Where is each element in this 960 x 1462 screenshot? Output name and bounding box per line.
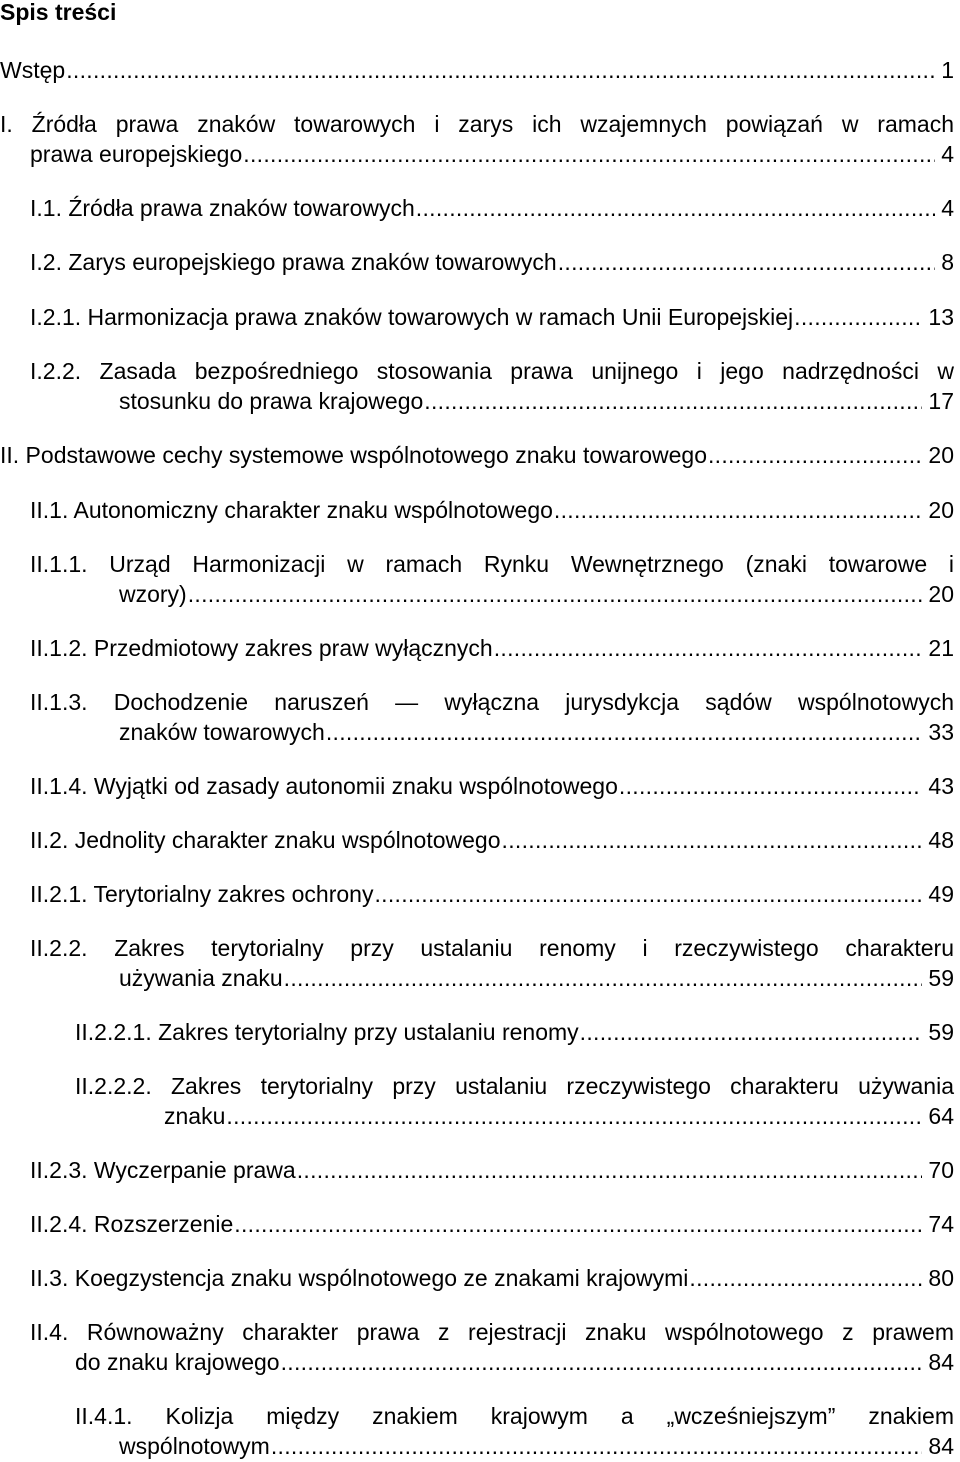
toc-page-number: 59 bbox=[928, 1019, 954, 1045]
toc-entry-title: II.2.3. Wyczerpanie prawa bbox=[30, 1157, 296, 1183]
toc-page-number: 8 bbox=[941, 249, 954, 275]
toc-entry[interactable] bbox=[30, 356, 954, 386]
toc-page-number: 20 bbox=[928, 497, 954, 523]
toc-entry[interactable] bbox=[0, 109, 954, 139]
toc-last-line bbox=[0, 440, 954, 470]
dot-leader bbox=[326, 717, 923, 747]
toc-entry-title: I. Źródła prawa znaków towarowych i zarys ich wzajemnych powiązań w ramach bbox=[0, 111, 954, 137]
toc-entry-title: używania znaku bbox=[119, 965, 283, 991]
toc-entry-title: znaku bbox=[164, 1103, 226, 1129]
toc-entry-title: II.4.1. Kolizja między znakiem krajowym a „wcześniejszym” znakiem bbox=[75, 1403, 954, 1429]
dot-leader bbox=[708, 440, 922, 470]
toc-entry[interactable] bbox=[30, 247, 954, 277]
toc-entry-title: II.3. Koegzystencja znaku wspólnotowego ze znakami krajowymi bbox=[30, 1265, 689, 1291]
dot-leader bbox=[794, 302, 922, 332]
toc-entry[interactable] bbox=[30, 1209, 954, 1239]
dot-leader bbox=[234, 1209, 922, 1239]
toc-entry-continuation[interactable] bbox=[119, 1431, 954, 1461]
toc-last-line bbox=[30, 1155, 954, 1185]
toc-entry[interactable] bbox=[30, 1155, 954, 1185]
toc-entry[interactable] bbox=[75, 1401, 954, 1431]
toc-entry-title: II.2.1. Terytorialny zakres ochrony bbox=[30, 881, 374, 907]
dot-leader bbox=[502, 825, 923, 855]
toc-page-number: 84 bbox=[928, 1433, 954, 1459]
dot-leader bbox=[554, 495, 923, 525]
toc-entry-title: wspólnotowym bbox=[119, 1433, 270, 1459]
dot-leader bbox=[416, 193, 935, 223]
toc-last-line bbox=[30, 825, 954, 855]
toc-entry[interactable] bbox=[30, 549, 954, 579]
toc-page-number: 33 bbox=[928, 719, 954, 745]
toc-entry-title: II.1.2. Przedmiotowy zakres praw wyłącznych bbox=[30, 635, 493, 661]
toc-page-number: 21 bbox=[928, 635, 954, 661]
toc-entry[interactable] bbox=[30, 1317, 954, 1347]
toc-entry-title: II.1.3. Dochodzenie naruszeń — wyłączna jurysdykcja sądów wspólnotowych bbox=[30, 689, 954, 715]
toc-last-line bbox=[30, 302, 954, 332]
dot-leader bbox=[284, 963, 923, 993]
toc-last-line bbox=[30, 247, 954, 277]
toc-last-line bbox=[30, 1263, 954, 1293]
toc-entry[interactable] bbox=[75, 1017, 954, 1047]
toc-entry-title: I.2.2. Zasada bezpośredniego stosowania prawa unijnego i jego nadrzędności w bbox=[30, 358, 954, 384]
toc-last-line bbox=[30, 1209, 954, 1239]
toc-page-number: 48 bbox=[928, 827, 954, 853]
toc-page-number: 64 bbox=[928, 1103, 954, 1129]
toc-page-number: 1 bbox=[941, 57, 954, 83]
toc-entry[interactable] bbox=[30, 933, 954, 963]
toc-entry-continuation[interactable] bbox=[164, 1101, 954, 1131]
toc-last-line bbox=[119, 579, 954, 609]
toc-last-line bbox=[30, 139, 954, 169]
toc-entry-title: II.1.1. Urząd Harmonizacji w ramach Rynku Wewnętrznego (znaki towarowe i bbox=[30, 551, 954, 577]
toc-entry-title: prawa europejskiego bbox=[30, 141, 243, 167]
toc-page-number: 4 bbox=[941, 141, 954, 167]
toc-page-number: 4 bbox=[941, 195, 954, 221]
toc-entry-title: stosunku do prawa krajowego bbox=[119, 388, 424, 414]
toc-entry-title: wzory) bbox=[119, 581, 187, 607]
dot-leader bbox=[226, 1101, 922, 1131]
dot-leader bbox=[281, 1347, 923, 1377]
toc-last-line bbox=[30, 495, 954, 525]
page-title: Spis treści bbox=[0, 0, 117, 25]
toc-entry[interactable] bbox=[30, 1263, 954, 1293]
dot-leader bbox=[689, 1263, 922, 1293]
toc-entry[interactable] bbox=[30, 302, 954, 332]
toc-page-number: 84 bbox=[928, 1349, 954, 1375]
toc-last-line bbox=[75, 1347, 954, 1377]
toc-last-line bbox=[0, 55, 954, 85]
toc-page-number: 20 bbox=[928, 442, 954, 468]
dot-leader bbox=[297, 1155, 923, 1185]
toc-entry[interactable] bbox=[30, 687, 954, 717]
toc-entry-title: I.2. Zarys europejskiego prawa znaków towarowych bbox=[30, 249, 557, 275]
toc-entry[interactable] bbox=[75, 1071, 954, 1101]
toc-entry-title: II.2.4. Rozszerzenie bbox=[30, 1211, 234, 1237]
toc-last-line bbox=[75, 1017, 954, 1047]
dot-leader bbox=[494, 633, 923, 663]
toc-entry[interactable] bbox=[0, 55, 954, 85]
toc-page-number: 20 bbox=[928, 581, 954, 607]
toc-entry-continuation[interactable] bbox=[119, 963, 954, 993]
toc-last-line bbox=[164, 1101, 954, 1131]
toc-entry-title: do znaku krajowego bbox=[75, 1349, 280, 1375]
toc-entry-continuation[interactable] bbox=[119, 386, 954, 416]
toc-entry[interactable] bbox=[30, 193, 954, 223]
toc-entry-continuation[interactable] bbox=[75, 1347, 954, 1377]
toc-entry-title: II.2.2.2. Zakres terytorialny przy ustalaniu rzeczywistego charakteru używania bbox=[75, 1073, 954, 1099]
dot-leader bbox=[424, 386, 922, 416]
toc-last-line bbox=[119, 386, 954, 416]
toc-page-number: 59 bbox=[928, 965, 954, 991]
toc-last-line bbox=[119, 717, 954, 747]
toc-last-line bbox=[119, 1431, 954, 1461]
toc-entry-title: I.2.1. Harmonizacja prawa znaków towarowych w ramach Unii Europejskiej bbox=[30, 304, 794, 330]
toc-last-line bbox=[119, 963, 954, 993]
toc-entry-continuation[interactable] bbox=[119, 579, 954, 609]
toc-page-number: 74 bbox=[928, 1211, 954, 1237]
toc-page-number: 49 bbox=[928, 881, 954, 907]
toc-last-line bbox=[30, 879, 954, 909]
dot-leader bbox=[619, 771, 923, 801]
toc-entry[interactable] bbox=[30, 633, 954, 663]
dot-leader bbox=[558, 247, 936, 277]
toc-last-line bbox=[30, 633, 954, 663]
toc-entry[interactable] bbox=[30, 825, 954, 855]
toc-entry-title: I.1. Źródła prawa znaków towarowych bbox=[30, 195, 415, 221]
toc-entry-title: Wstęp bbox=[0, 57, 66, 83]
toc-entry[interactable] bbox=[30, 771, 954, 801]
toc-entry-title: II. Podstawowe cechy systemowe wspólnotowego znaku towarowego bbox=[0, 442, 707, 468]
toc-entry-title: II.4. Równoważny charakter prawa z rejestracji znaku wspólnotowego z prawem bbox=[30, 1319, 954, 1345]
toc-page-number: 13 bbox=[928, 304, 954, 330]
dot-leader bbox=[66, 55, 935, 85]
toc-entry-title: II.2.2. Zakres terytorialny przy ustalaniu renomy i rzeczywistego charakteru bbox=[30, 935, 954, 961]
dot-leader bbox=[271, 1431, 923, 1461]
toc-page-number: 43 bbox=[928, 773, 954, 799]
toc-page-number: 70 bbox=[928, 1157, 954, 1183]
toc-entry-title: II.1.4. Wyjątki od zasady autonomii znaku wspólnotowego bbox=[30, 773, 618, 799]
toc-entry[interactable] bbox=[30, 879, 954, 909]
toc-page-number: 17 bbox=[928, 388, 954, 414]
toc-last-line bbox=[30, 771, 954, 801]
toc-entry-title: II.1. Autonomiczny charakter znaku wspólnotowego bbox=[30, 497, 553, 523]
toc-entry[interactable] bbox=[30, 495, 954, 525]
toc-entry-continuation[interactable] bbox=[30, 139, 954, 169]
toc-entry-title: II.2.2.1. Zakres terytorialny przy ustalaniu renomy bbox=[75, 1019, 579, 1045]
dot-leader bbox=[243, 139, 935, 169]
toc-last-line bbox=[30, 193, 954, 223]
dot-leader bbox=[188, 579, 923, 609]
dot-leader bbox=[374, 879, 922, 909]
toc-page-number: 80 bbox=[928, 1265, 954, 1291]
toc-entry-continuation[interactable] bbox=[119, 717, 954, 747]
dot-leader bbox=[580, 1017, 923, 1047]
toc-entry-title: II.2. Jednolity charakter znaku wspólnotowego bbox=[30, 827, 501, 853]
toc-entry[interactable] bbox=[0, 440, 954, 470]
toc-entry-title: znaków towarowych bbox=[119, 719, 325, 745]
